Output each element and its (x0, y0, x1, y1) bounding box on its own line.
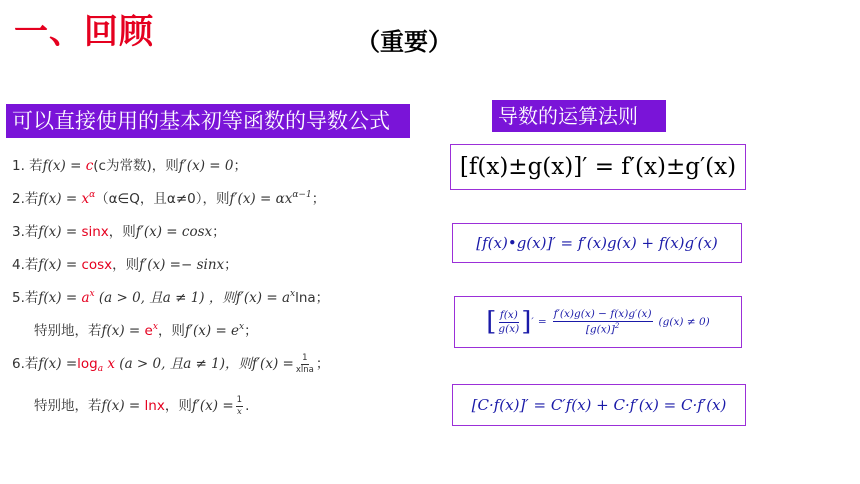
power-base: x (81, 191, 90, 207)
function-expr: f(x) = (101, 323, 145, 339)
punctuation: ； (244, 323, 258, 339)
punctuation: . (245, 398, 250, 414)
derivative-expr: f′(x) = cosx (135, 224, 213, 240)
importance-note: （重要） (356, 28, 452, 56)
function-name: lnx (144, 398, 165, 414)
product-rule (452, 223, 742, 263)
lhs-denominator: g(x) (498, 322, 520, 335)
derivative-expr: f′(x) =− sinx (139, 257, 225, 273)
derivative-expr: f′(x) = (191, 398, 234, 414)
power-exponent: x (152, 322, 158, 332)
derivative-tail: lna (295, 290, 316, 306)
derivative-formulas-banner: 可以直接使用的基本初等函数的导数公式 (6, 104, 410, 138)
formula-text: [C·f(x)]′ = C′f(x) + C·f′(x) = C·f′(x) (471, 396, 727, 414)
condition-text: (c为常数)，则 (93, 158, 179, 174)
formula-text: [f(x)•g(x)]′ = f′(x)g(x) + f(x)g′(x) (476, 234, 718, 252)
derivative-expr: f′(x) = 0 (178, 158, 234, 174)
rhs-denominator (586, 322, 620, 335)
fraction-denominator: xlna (295, 364, 314, 375)
item-prefix: 特别地，若 (34, 323, 102, 339)
function-expr: f(x) = (38, 224, 82, 240)
formula-item-6 (12, 352, 432, 394)
quotient-rhs (553, 309, 653, 335)
power-exponent: α (89, 190, 96, 200)
punctuation: ； (233, 158, 247, 174)
rhs-denominator-exponent: 2 (614, 321, 620, 330)
fraction-numerator: 1 (302, 353, 308, 363)
derivative-exponent: x (290, 289, 296, 299)
item-prefix: 1. 若 (12, 158, 43, 174)
derivative-exponent: α−1 (292, 190, 312, 200)
quotient-condition: (g(x) ≠ 0) (658, 316, 710, 328)
derivative-fraction (236, 396, 243, 416)
derivative-expr: f′(x) = e (184, 323, 240, 339)
log-function: log (77, 356, 98, 372)
punctuation: ； (315, 290, 330, 306)
rhs-denominator-base: [g(x)] (585, 323, 615, 336)
lhs-numerator: f(x) (499, 309, 518, 321)
formula-item-2 (12, 187, 432, 220)
derivative-exponent: x (239, 322, 245, 332)
function-expr: f(x) = (38, 257, 82, 273)
formula-item-3 (12, 220, 432, 253)
derivative-formula-list (12, 154, 432, 436)
condition-text: ，则 (112, 257, 140, 273)
function-name: cosx (81, 257, 113, 273)
derivative-expr: f′(x) = (252, 356, 294, 372)
function-expr: f(x) = (38, 191, 82, 207)
formula-item-4 (12, 253, 432, 286)
condition-text: (a > 0, 且a ≠ 1)，则 (115, 356, 252, 372)
punctuation: ； (311, 191, 326, 207)
power-base: e (144, 323, 153, 339)
punctuation: ； (224, 257, 238, 273)
rhs-numerator: f′(x)g(x) − f(x)g′(x) (553, 308, 652, 321)
item-prefix: 5.若 (12, 290, 39, 306)
formula-item-5 (12, 286, 432, 319)
sum-difference-rule (450, 144, 746, 190)
function-expr: f(x) = (38, 290, 82, 306)
formula-text: [f(x)±g(x)]′ = f′(x)±g′(x) (459, 154, 737, 180)
item-prefix: 4.若 (12, 257, 39, 273)
condition-text: (a > 0, 且a ≠ 1) ，则 (94, 290, 236, 306)
equals-sign: = (537, 316, 547, 328)
function-expr: f(x) = (38, 356, 78, 372)
derivative-fraction (296, 354, 314, 374)
prime-mark: ′ (531, 316, 534, 328)
formula-item-5-special (12, 319, 432, 352)
function-expr: f(x) = (101, 398, 145, 414)
fraction-denominator: x (236, 406, 242, 417)
condition-text: （α∈Q，且α≠0），则 (95, 191, 230, 207)
section-title: 一、回顾 (14, 12, 154, 52)
formula-item-6-special (12, 394, 432, 436)
quotient-lhs (498, 310, 519, 334)
derivative-expr: f′(x) = αx (229, 191, 293, 207)
fraction-numerator: 1 (236, 395, 243, 405)
item-prefix: 特别地，若 (34, 398, 102, 414)
condition-text: ，则 (157, 323, 185, 339)
quotient-rule (454, 296, 742, 348)
left-bracket: [ (486, 307, 497, 337)
constant: c (85, 158, 94, 174)
power-exponent: x (89, 289, 95, 299)
punctuation: ； (315, 356, 330, 372)
power-base: a (81, 290, 90, 306)
log-argument: x (103, 356, 116, 372)
formula-item-1 (12, 154, 432, 187)
function-expr: f(x) = (42, 158, 86, 174)
operation-rules-banner: 导数的运算法则 (492, 100, 666, 132)
punctuation: ； (212, 224, 226, 240)
condition-text: ，则 (108, 224, 136, 240)
item-prefix: 6.若 (12, 356, 39, 372)
item-prefix: 3.若 (12, 224, 39, 240)
right-bracket: ] (521, 307, 532, 337)
constant-multiple-rule (452, 384, 746, 426)
function-name: sinx (81, 224, 109, 240)
item-prefix: 2.若 (12, 191, 39, 207)
condition-text: ，则 (164, 398, 192, 414)
log-base: a (97, 364, 104, 374)
derivative-expr: f′(x) = a (235, 290, 290, 306)
